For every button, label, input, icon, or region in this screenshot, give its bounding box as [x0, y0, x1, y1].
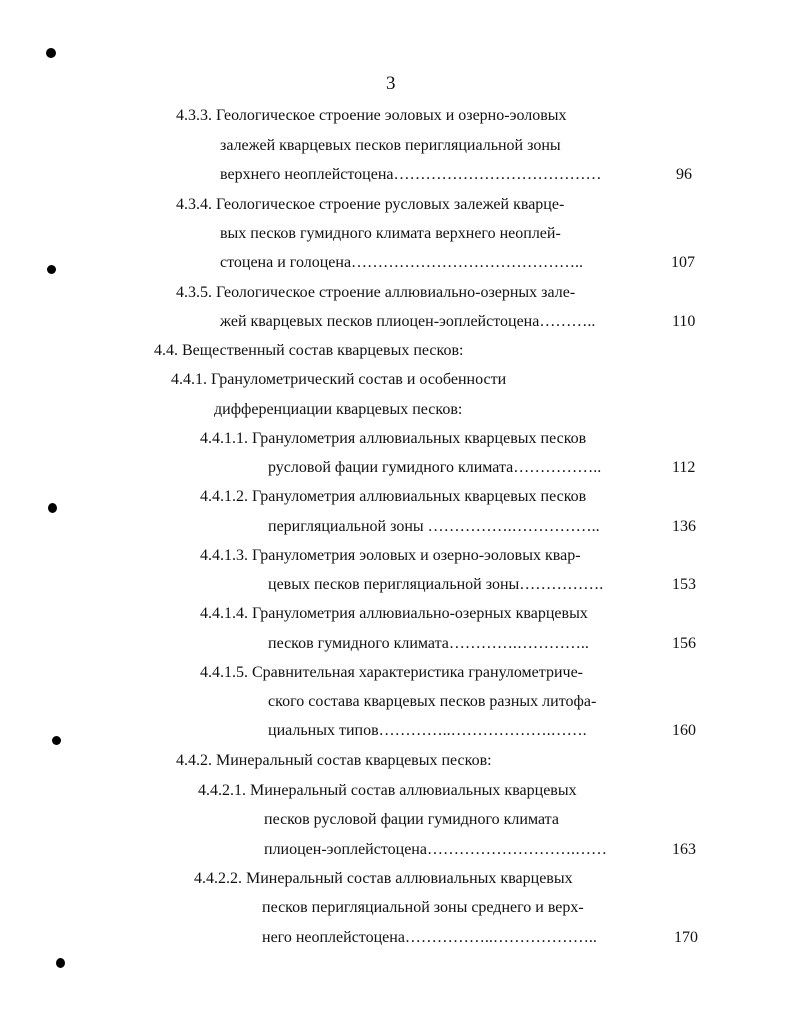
toc-line: стоцена и голоцена…………………………………….. [220, 254, 584, 271]
toc-page-number: 136 [672, 518, 696, 535]
toc-page-number: 96 [676, 166, 692, 183]
toc-page-number: 110 [672, 313, 696, 330]
binding-hole-dot [46, 48, 56, 58]
toc-line: песков русловой фации гумидного климата [264, 811, 559, 828]
toc-line: 4.3.4. Геологическое строение русловых залежей кварце- [176, 196, 565, 213]
toc-page-number: 163 [672, 841, 696, 858]
toc-line: циальных типов…………..……………….……. [268, 722, 587, 739]
toc-line: верхнего неоплейстоцена………………………………… [220, 166, 602, 183]
toc-line: 4.4.1. Гранулометрический состав и особенности [171, 371, 507, 388]
binding-hole-dot [56, 958, 65, 968]
toc-line: залежей кварцевых песков перигляциальной зоны [220, 137, 561, 154]
toc-line: 4.4.2.2. Минеральный состав аллювиальных кварцевых [194, 870, 573, 887]
toc-line: перигляциальной зоны …………….…………….. [268, 518, 600, 535]
toc-page-number: 153 [672, 576, 696, 593]
toc-page-number: 170 [674, 929, 698, 946]
toc-line: русловой фации гумидного климата…………….. [268, 459, 602, 476]
toc-page-number: 107 [671, 254, 695, 271]
toc-line: дифференциации кварцевых песков: [214, 401, 463, 418]
toc-line: 4.4.1.5. Сравнительная характеристика гранулометриче- [200, 664, 584, 681]
toc-line: него неоплейстоцена……………..……………….. [262, 929, 597, 946]
toc-line: жей кварцевых песков плиоцен-эоплейстоцена……….. [220, 313, 596, 330]
toc-line: 4.3.3. Геологическое строение эоловых и озерно-эоловых [176, 107, 567, 124]
toc-line: плиоцен-эоплейстоцена……………………….…… [264, 841, 607, 858]
toc-line: 4.4.1.3. Гранулометрия эоловых и озерно-эоловых квар- [200, 547, 581, 564]
toc-line: 4.4.1.4. Гранулометрия аллювиально-озерных кварцевых [200, 605, 588, 622]
toc-line: 4.4.2.1. Минеральный состав аллювиальных кварцевых [198, 782, 577, 799]
binding-hole-dot [47, 265, 56, 274]
toc-line: ского состава кварцевых песков разных литофа- [268, 693, 597, 710]
toc-line: песков гумидного климата………….………….. [268, 635, 589, 652]
toc-line: 4.3.5. Геологическое строение аллювиально-озерных зале- [176, 284, 576, 301]
toc-line: цевых песков перигляциальной зоны……………. [268, 576, 604, 593]
toc-line: вых песков гумидного климата верхнего неоплей- [220, 225, 561, 242]
toc-line: 4.4.2. Минеральный состав кварцевых песков: [176, 752, 492, 769]
binding-hole-dot [48, 503, 57, 513]
binding-hole-dot [52, 736, 61, 745]
toc-page-number: 156 [672, 635, 696, 652]
page-number: 3 [386, 73, 396, 94]
toc-line: 4.4. Вещественный состав кварцевых песков: [154, 342, 464, 359]
toc-line: 4.4.1.2. Гранулометрия аллювиальных кварцевых песков [200, 488, 587, 505]
toc-page-number: 112 [672, 459, 696, 476]
toc-page-number: 160 [672, 722, 696, 739]
toc-line: песков перигляциальной зоны среднего и верх- [262, 899, 584, 916]
toc-line: 4.4.1.1. Гранулометрия аллювиальных кварцевых песков [200, 430, 587, 447]
